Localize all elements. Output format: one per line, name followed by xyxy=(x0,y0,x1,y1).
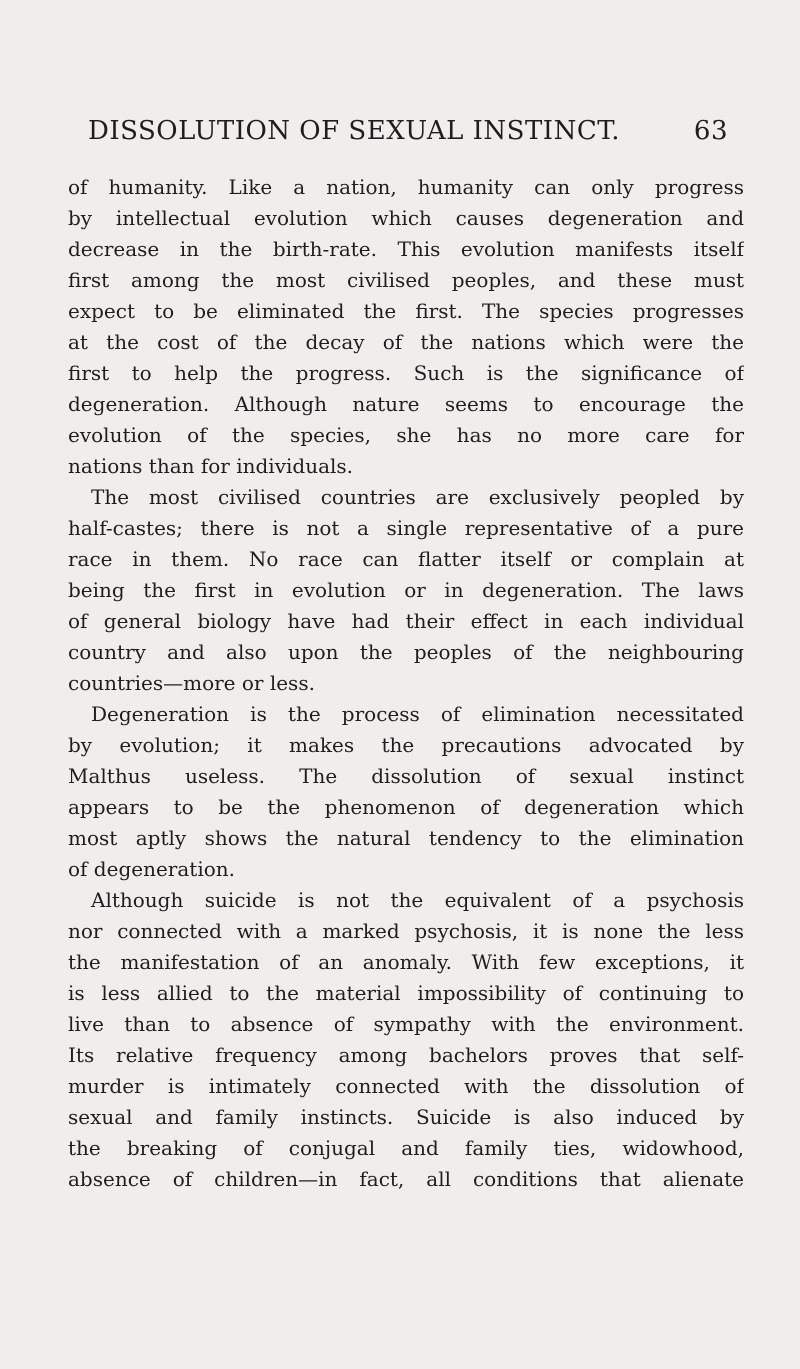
text-line: the manifestation of an anomaly. With few exceptions, it xyxy=(68,950,744,974)
text-line: half-castes; there is not a single representative of a pure xyxy=(68,516,744,540)
text-line: at the cost of the decay of the nations which were the xyxy=(68,330,744,354)
text-line: race in them. No race can flatter itself or complain at xyxy=(68,547,744,571)
text-line: Malthus useless. The dissolution of sexual instinct xyxy=(68,764,744,788)
page-number: 63 xyxy=(693,116,728,146)
text-line: is less allied to the material impossibility of continuing to xyxy=(68,981,744,1005)
text-line: murder is intimately connected with the dissolution of xyxy=(68,1074,744,1098)
text-line: nations than for individuals. xyxy=(68,454,354,478)
text-line: first to help the progress. Such is the significance of xyxy=(68,361,744,385)
text-line: evolution of the species, she has no more care for xyxy=(68,423,744,447)
text-line: of general biology have had their effect in each individual xyxy=(68,609,744,633)
text-line: appears to be the phenomenon of degeneration which xyxy=(68,795,744,819)
text-line: degeneration. Although nature seems to encourage the xyxy=(68,392,744,416)
body-text xyxy=(68,172,744,1195)
paragraph-first-line: The most civilised countries are exclusively peopled by xyxy=(91,485,744,509)
text-line: of humanity. Like a nation, humanity can only progress xyxy=(68,175,744,199)
text-line: most aptly shows the natural tendency to the elimination xyxy=(68,826,744,850)
chapter-title: DISSOLUTION OF SEXUAL INSTINCT. xyxy=(88,116,621,146)
text-line: country and also upon the peoples of the neighbouring xyxy=(68,640,744,664)
text-line: countries—more or less. xyxy=(68,671,315,695)
text-line: nor connected with a marked psychosis, it is none the less xyxy=(68,919,744,943)
text-line: of degeneration. xyxy=(68,857,235,881)
text-line: by intellectual evolution which causes degeneration and xyxy=(68,206,744,230)
text-line: expect to be eliminated the first. The species progresses xyxy=(68,299,744,323)
text-line: being the first in evolution or in degeneration. The laws xyxy=(68,578,744,602)
text-line: live than to absence of sympathy with the environment. xyxy=(68,1012,744,1036)
text-line: Its relative frequency among bachelors proves that self- xyxy=(68,1043,744,1067)
paragraph-first-line: Degeneration is the process of elimination necessitated xyxy=(91,702,744,726)
paragraph-first-line: Although suicide is not the equivalent of a psychosis xyxy=(91,888,744,912)
text-line: the breaking of conjugal and family ties, widowhood, xyxy=(68,1136,744,1160)
text-line: first among the most civilised peoples, and these must xyxy=(68,268,744,292)
text-line: sexual and family instincts. Suicide is also induced by xyxy=(68,1105,744,1129)
text-line: decrease in the birth-rate. This evolution manifests itself xyxy=(68,237,744,261)
text-line: absence of children—in fact, all conditions that alienate xyxy=(68,1167,744,1191)
text-line: by evolution; it makes the precautions advocated by xyxy=(68,733,744,757)
